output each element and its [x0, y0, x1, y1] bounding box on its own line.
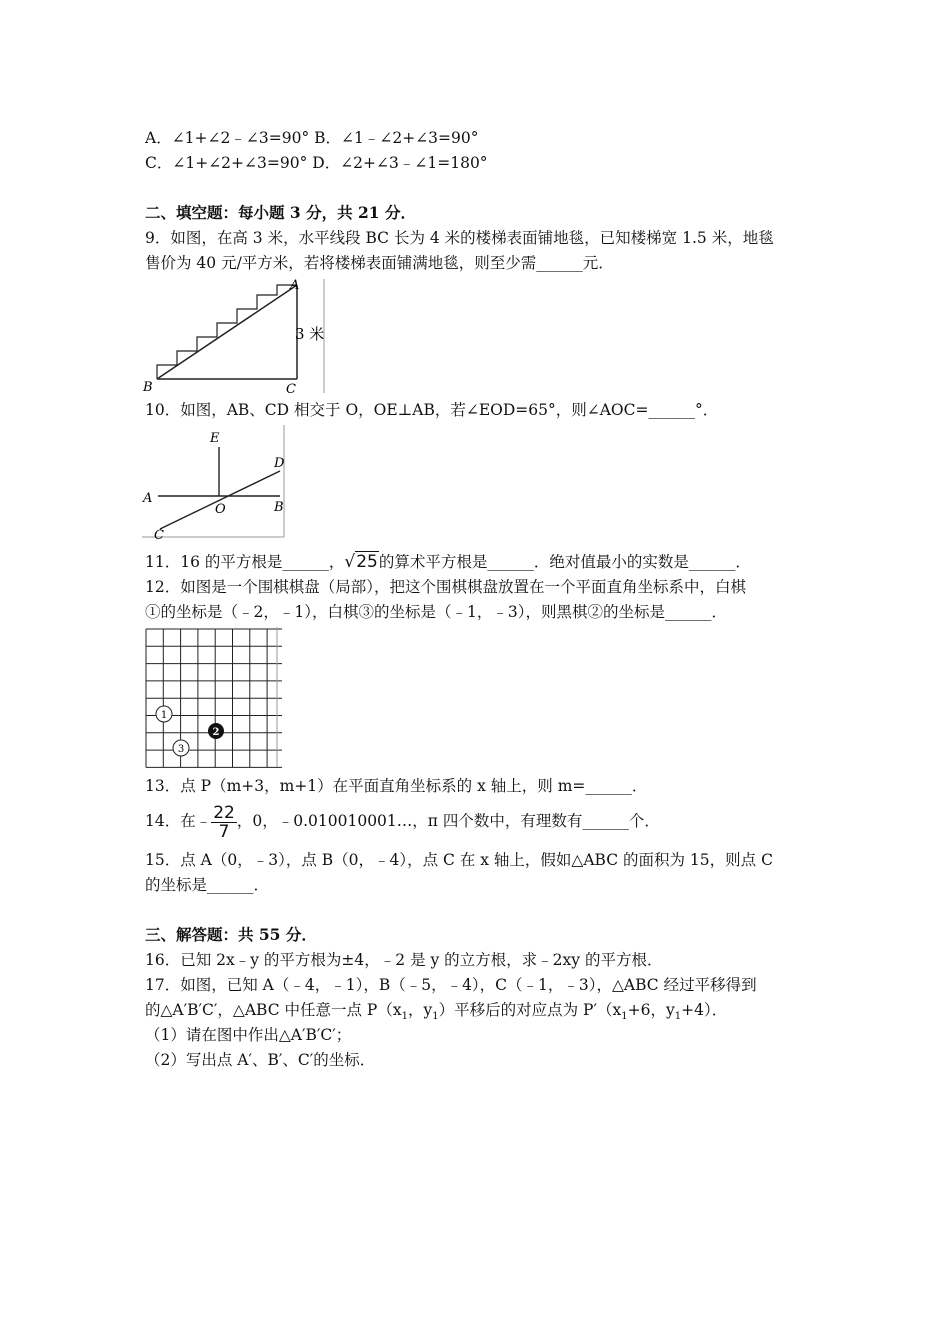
board-grid — [146, 629, 282, 767]
q11-part-1: 11．16 的平方根是______， — [145, 553, 345, 571]
q17-line-1: 17．如图，已知 A（﹣4，﹣1），B（﹣5，﹣4），C（﹣1，﹣3），△ABC 经过平移得到 — [145, 976, 757, 994]
subscript-1: 1 — [621, 1011, 628, 1023]
go-board-figure — [140, 625, 282, 770]
q11-text — [145, 552, 751, 572]
label-b: B — [274, 500, 284, 515]
q17-line-2-b: ，y — [407, 1001, 433, 1019]
q10-text: 10．如图，AB、CD 相交于 O，OE⊥AB，若∠EOD=65°，则∠AOC=______°． — [145, 401, 719, 419]
label-c: C — [286, 382, 296, 397]
q17-line-2-e: +4）． — [681, 1001, 728, 1019]
label-o: O — [215, 502, 226, 517]
q17-part-1: （1）请在图中作出△A′B′C′； — [145, 1026, 352, 1044]
label-b: B — [143, 380, 153, 395]
q12-line-2: ①的坐标是（﹣2，﹣1），白棋③的坐标是（﹣1，﹣3），则黑棋②的坐标是______． — [145, 603, 727, 621]
q17-line-2 — [145, 1000, 727, 1027]
q16-text: 16．已知 2x﹣y 的平方根为±4，﹣2 是 y 的立方根，求﹣2xy 的平方根． — [145, 951, 663, 969]
line-cd — [160, 471, 280, 529]
staircase-figure — [140, 275, 335, 397]
fraction-22-7 — [211, 804, 237, 841]
q14-prefix: 14．在﹣ — [145, 812, 212, 830]
q17-line-2-a: 的△A′B′C′，△ABC 中任意一点 P（x — [145, 1001, 402, 1019]
black-stone-2-label: 2 — [212, 727, 220, 738]
label-c: C — [154, 528, 164, 543]
q13-text: 13．点 P（m+3，m+1）在平面直角坐标系的 x 轴上，则 m=______． — [145, 777, 648, 795]
subscript-1: 1 — [401, 1011, 408, 1023]
q17-line-2-c: ）平移后的对应点为 P′（x — [438, 1001, 622, 1019]
section3-title: 三、解答题：共 55 分． — [145, 925, 317, 944]
q8-option-line-2: C．∠1+∠2+∠3=90° D．∠2+∠3﹣∠1=180° — [145, 154, 488, 172]
q17-part-2: （2）写出点 A′、B′、C′的坐标． — [145, 1051, 376, 1069]
intersecting-lines-figure — [140, 425, 290, 543]
white-stone-1-label: 1 — [160, 710, 168, 721]
fraction-numerator: 22 — [213, 802, 235, 823]
sqrt-25: √25 — [344, 552, 378, 572]
label-e: E — [210, 431, 220, 446]
q14-suffix: ，0，﹣0.010010001…，π 四个数中，有理数有______个． — [236, 812, 660, 830]
sqrt-radicand: 25 — [356, 552, 378, 572]
q15-line-2: 的坐标是______． — [145, 876, 270, 894]
q9-line-2: 售价为 40 元/平方米，若将楼梯表面铺满地毯，则至少需______元． — [145, 254, 614, 272]
white-stone-3-label: 3 — [177, 744, 185, 755]
label-a: A — [290, 278, 300, 293]
label-a: A — [143, 491, 153, 506]
subscript-1: 1 — [674, 1011, 682, 1023]
q15-line-1: 15．点 A（0，﹣3），点 B（0，﹣4），点 C 在 x 轴上，假如△ABC 的面积为 15，则点 C — [145, 851, 773, 869]
section2-title: 二、填空题：每小题 3 分，共 21 分． — [145, 203, 416, 222]
q12-line-1: 12．如图是一个围棋棋盘（局部），把这个围棋棋盘放置在一个平面直角坐标系中，白棋 — [145, 578, 746, 596]
subscript-1: 1 — [432, 1011, 439, 1023]
q17-line-2-d: +6，y — [627, 1001, 675, 1019]
q8-option-line-1: A．∠1+∠2﹣∠3=90° B．∠1﹣∠2+∠3=90° — [145, 129, 479, 147]
q11-part-2: 的算术平方根是______．绝对值最小的实数是______． — [378, 553, 751, 571]
fraction-denominator: 7 — [218, 821, 230, 842]
q9-line-1: 9．如图，在高 3 米，水平线段 BC 长为 4 米的楼梯表面铺地毯，已知楼梯宽 1.5 米，地毯 — [145, 229, 774, 247]
staircase-hypotenuse — [157, 285, 297, 379]
q14-text — [145, 800, 660, 842]
height-label: 3 米 — [295, 325, 325, 343]
label-d: D — [274, 456, 285, 471]
